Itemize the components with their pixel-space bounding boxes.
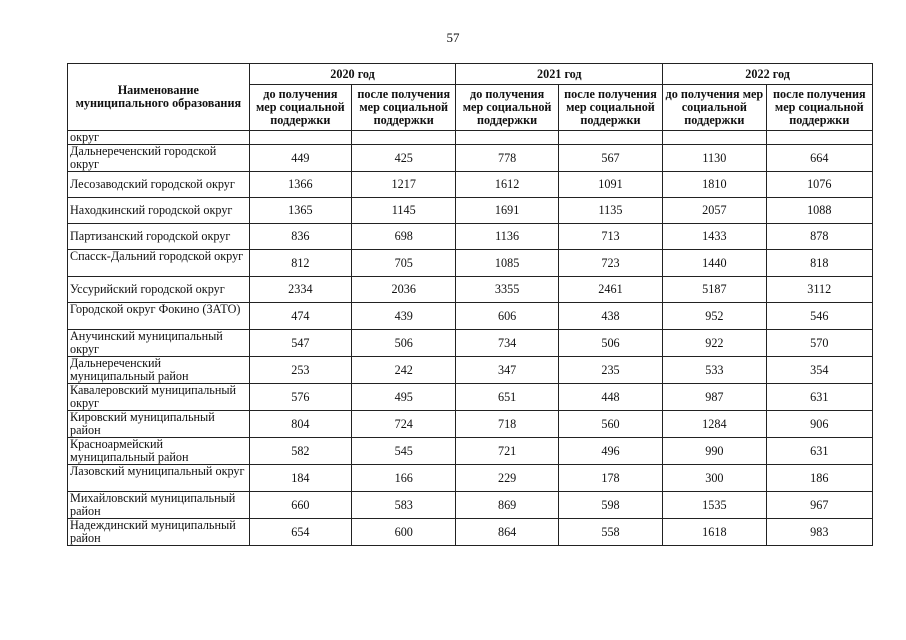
value-cell: 600	[352, 519, 456, 546]
value-cell: 438	[558, 303, 662, 330]
value-cell: 1085	[456, 250, 558, 277]
value-cell: 651	[456, 384, 558, 411]
value-cell: 354	[766, 357, 872, 384]
value-cell: 533	[663, 357, 766, 384]
value-cell: 253	[249, 357, 351, 384]
value-cell: 178	[558, 465, 662, 492]
table-row	[68, 277, 873, 303]
value-cell: 495	[352, 384, 456, 411]
value-cell: 496	[558, 438, 662, 465]
row-name-cell: Надеждинский муниципальный район	[68, 519, 250, 546]
value-cell: 1284	[663, 411, 766, 438]
table-row	[68, 131, 873, 145]
value-cell: 2461	[558, 277, 662, 303]
column-header-after-2022: после получения мер социальной поддержки	[766, 85, 872, 131]
row-name-cell: Кавалеровский муниципальный округ	[68, 384, 250, 411]
value-cell: 631	[766, 384, 872, 411]
data-table	[67, 63, 873, 546]
value-cell: 878	[766, 224, 872, 250]
column-header-after-2020: после получения мер социальной поддержки	[352, 85, 456, 131]
value-cell: 718	[456, 411, 558, 438]
value-cell: 1091	[558, 172, 662, 198]
value-cell: 1217	[352, 172, 456, 198]
value-cell: 869	[456, 492, 558, 519]
value-cell: 545	[352, 438, 456, 465]
value-cell: 721	[456, 438, 558, 465]
value-cell: 186	[766, 465, 872, 492]
value-cell: 812	[249, 250, 351, 277]
value-cell: 734	[456, 330, 558, 357]
value-cell: 1810	[663, 172, 766, 198]
value-cell	[456, 131, 558, 145]
row-name-cell: Уссурийский городской округ	[68, 277, 250, 303]
column-header-before-2022: до получения мер социальной поддержки	[663, 85, 766, 131]
table-row	[68, 384, 873, 411]
value-cell: 448	[558, 384, 662, 411]
row-name-cell: Городской округ Фокино (ЗАТО)	[68, 303, 250, 330]
value-cell: 2334	[249, 277, 351, 303]
value-cell: 184	[249, 465, 351, 492]
value-cell: 654	[249, 519, 351, 546]
column-header-name: Наименование муниципального образования	[68, 64, 250, 131]
value-cell: 778	[456, 145, 558, 172]
table-row	[68, 224, 873, 250]
value-cell: 582	[249, 438, 351, 465]
row-name-cell: Анучинский муниципальный округ	[68, 330, 250, 357]
value-cell: 474	[249, 303, 351, 330]
value-cell: 2057	[663, 198, 766, 224]
value-cell: 583	[352, 492, 456, 519]
value-cell: 3112	[766, 277, 872, 303]
row-name-cell: Красноармейский муниципальный район	[68, 438, 250, 465]
value-cell: 1130	[663, 145, 766, 172]
value-cell: 5187	[663, 277, 766, 303]
value-cell: 506	[352, 330, 456, 357]
value-cell: 1088	[766, 198, 872, 224]
value-cell: 567	[558, 145, 662, 172]
column-header-before-2021: до получения мер социальной поддержки	[456, 85, 558, 131]
value-cell: 804	[249, 411, 351, 438]
table-row	[68, 198, 873, 224]
value-cell: 818	[766, 250, 872, 277]
value-cell: 723	[558, 250, 662, 277]
table-row	[68, 492, 873, 519]
value-cell: 598	[558, 492, 662, 519]
value-cell: 864	[456, 519, 558, 546]
column-header-year-2020: 2020 год	[249, 64, 456, 85]
value-cell: 1135	[558, 198, 662, 224]
row-name-cell: Дальнереченский городской округ	[68, 145, 250, 172]
value-cell: 987	[663, 384, 766, 411]
value-cell: 1535	[663, 492, 766, 519]
value-cell: 3355	[456, 277, 558, 303]
row-name-cell: Дальнереченский муниципальный район	[68, 357, 250, 384]
value-cell: 1691	[456, 198, 558, 224]
value-cell: 983	[766, 519, 872, 546]
table-row	[68, 411, 873, 438]
value-cell: 990	[663, 438, 766, 465]
value-cell: 560	[558, 411, 662, 438]
value-cell: 229	[456, 465, 558, 492]
value-cell: 570	[766, 330, 872, 357]
value-cell: 2036	[352, 277, 456, 303]
value-cell: 166	[352, 465, 456, 492]
value-cell	[558, 131, 662, 145]
row-name-cell: Находкинский городской округ	[68, 198, 250, 224]
table-row	[68, 250, 873, 277]
value-cell: 1618	[663, 519, 766, 546]
value-cell	[352, 131, 456, 145]
row-name-cell: Партизанский городской округ	[68, 224, 250, 250]
value-cell: 906	[766, 411, 872, 438]
value-cell: 1433	[663, 224, 766, 250]
value-cell: 713	[558, 224, 662, 250]
value-cell: 967	[766, 492, 872, 519]
table-row	[68, 519, 873, 546]
row-name-cell: Кировский муниципальный район	[68, 411, 250, 438]
value-cell: 1612	[456, 172, 558, 198]
value-cell: 347	[456, 357, 558, 384]
column-header-before-2020: до получения мер социальной поддержки	[249, 85, 351, 131]
value-cell	[249, 131, 351, 145]
column-header-year-2022: 2022 год	[663, 64, 873, 85]
value-cell: 425	[352, 145, 456, 172]
value-cell: 242	[352, 357, 456, 384]
value-cell: 606	[456, 303, 558, 330]
column-header-after-2021: после получения мер социальной поддержки	[558, 85, 662, 131]
row-name-cell: Михайловский муниципальный район	[68, 492, 250, 519]
value-cell: 698	[352, 224, 456, 250]
row-name-cell: округ	[68, 131, 250, 145]
table-row	[68, 330, 873, 357]
value-cell: 631	[766, 438, 872, 465]
table-row	[68, 357, 873, 384]
value-cell: 705	[352, 250, 456, 277]
table-row	[68, 172, 873, 198]
value-cell: 1145	[352, 198, 456, 224]
value-cell: 1365	[249, 198, 351, 224]
value-cell: 576	[249, 384, 351, 411]
value-cell: 558	[558, 519, 662, 546]
table-row	[68, 438, 873, 465]
value-cell: 724	[352, 411, 456, 438]
table-row	[68, 465, 873, 492]
row-name-cell: Спасск-Дальний городской округ	[68, 250, 250, 277]
value-cell: 1440	[663, 250, 766, 277]
value-cell: 664	[766, 145, 872, 172]
page-number: 57	[446, 30, 460, 45]
value-cell: 546	[766, 303, 872, 330]
value-cell: 836	[249, 224, 351, 250]
value-cell	[663, 131, 766, 145]
value-cell: 547	[249, 330, 351, 357]
value-cell: 952	[663, 303, 766, 330]
value-cell: 1136	[456, 224, 558, 250]
column-header-year-2021: 2021 год	[456, 64, 663, 85]
value-cell: 660	[249, 492, 351, 519]
value-cell: 449	[249, 145, 351, 172]
value-cell: 439	[352, 303, 456, 330]
value-cell: 300	[663, 465, 766, 492]
table-row	[68, 303, 873, 330]
row-name-cell: Лазовский муниципальный округ	[68, 465, 250, 492]
value-cell: 1366	[249, 172, 351, 198]
value-cell	[766, 131, 872, 145]
value-cell: 235	[558, 357, 662, 384]
value-cell: 506	[558, 330, 662, 357]
value-cell: 922	[663, 330, 766, 357]
row-name-cell: Лесозаводский городской округ	[68, 172, 250, 198]
value-cell: 1076	[766, 172, 872, 198]
table-row	[68, 145, 873, 172]
